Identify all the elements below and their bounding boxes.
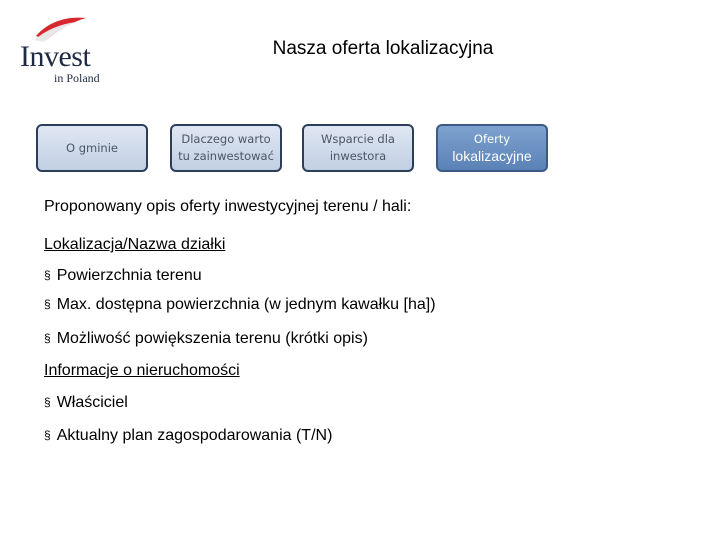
- tab-o-gminie[interactable]: [36, 124, 148, 172]
- bullet-icon: §: [44, 331, 51, 345]
- tab-label-line2: lokalizacyjne: [452, 147, 532, 164]
- intro-text: Proponowany opis oferty inwestycyjnej terenu / hali:: [44, 198, 412, 215]
- list-item-text: Możliwość powiększenia terenu (krótki opis): [56, 330, 368, 347]
- section-heading-location: Lokalizacja/Nazwa działki: [44, 236, 226, 253]
- bullet-icon: §: [44, 297, 51, 311]
- tab-label-line1: Dlaczego warto: [181, 132, 271, 146]
- list-item: [44, 394, 128, 412]
- bullet-icon: §: [44, 395, 51, 409]
- bullet-icon: §: [44, 428, 51, 442]
- nav-bar: [0, 120, 720, 174]
- list-item-text: Max. dostępna powierzchnia (w jednym kawałku [ha]): [56, 296, 436, 313]
- list-item: [44, 267, 202, 285]
- logo-wordmark: Invest: [20, 40, 91, 73]
- tab-label-line1: Oferty: [473, 131, 511, 146]
- list-item: [44, 330, 368, 348]
- list-item-text: Właściciel: [56, 394, 128, 411]
- list-item: [44, 427, 332, 445]
- tab-label-line2: tu zainwestować: [178, 149, 274, 163]
- bullet-icon: §: [44, 268, 51, 282]
- tab-label-line2: inwestora: [329, 149, 387, 163]
- tab-wsparcie-dla-inwestora[interactable]: [302, 124, 414, 172]
- tab-dlaczego-warto[interactable]: [170, 124, 282, 172]
- tab-oferty-lokalizacyjne[interactable]: [436, 124, 548, 172]
- page-title: Nasza oferta lokalizacyjna: [272, 38, 494, 59]
- tab-o-gminie-label: O gminie: [66, 140, 118, 155]
- list-item-text: Powierzchnia terenu: [56, 267, 202, 284]
- tab-label-line1: Wsparcie dla: [321, 132, 395, 146]
- list-item: [44, 296, 436, 314]
- list-item-text: Aktualny plan zagospodarowania (T/N): [56, 427, 333, 444]
- section-heading-property: Informacje o nieruchomości: [44, 362, 240, 379]
- logo-subtitle: in Poland: [54, 71, 100, 85]
